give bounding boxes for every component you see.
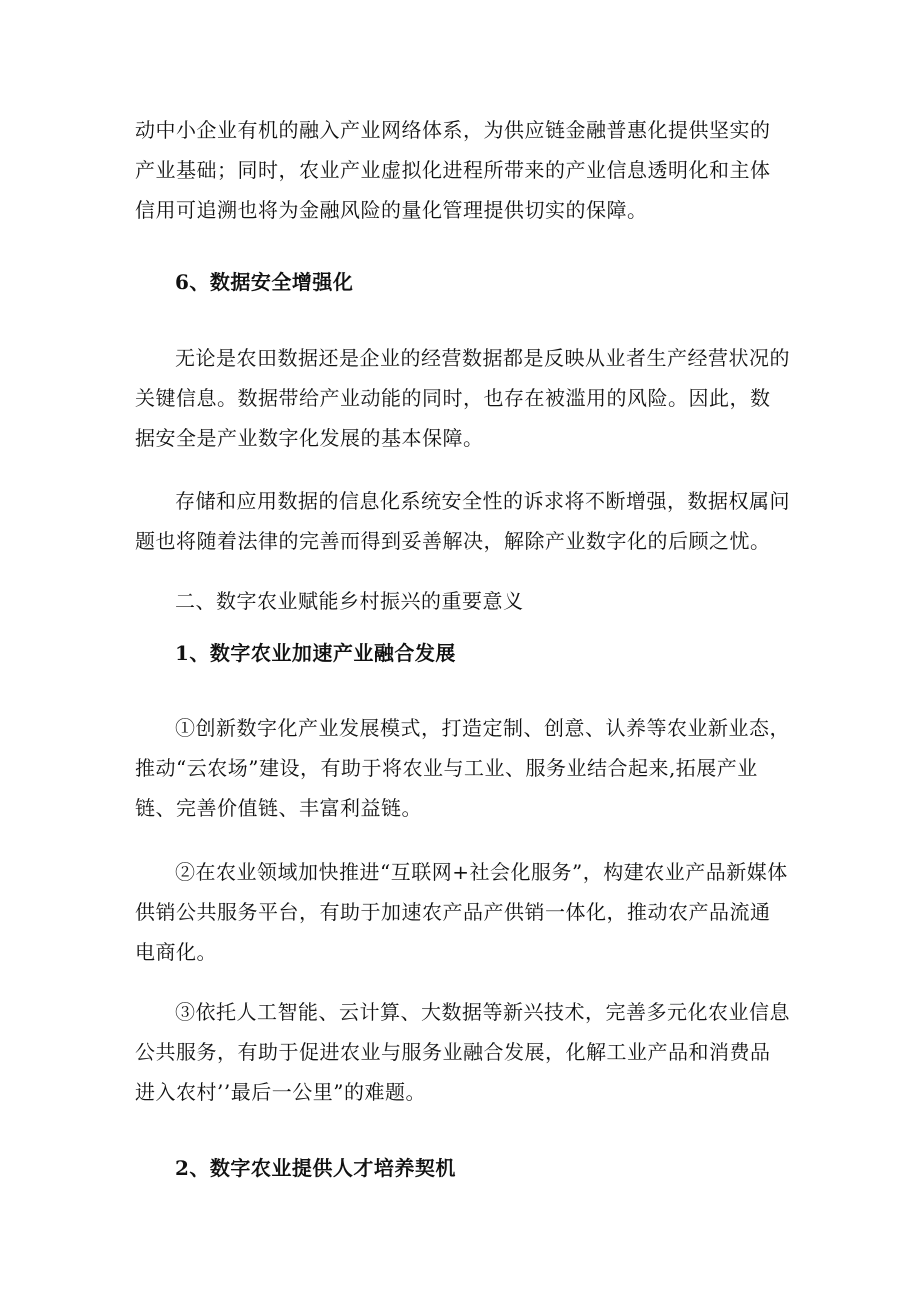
paragraph-internet-services: ②在农业领域加快推进“互联网+社会化服务”，构建农业产品新媒体供销公共服务平台，有助于加速农产品产供销一体化，推动农产品流通电商化。 xyxy=(135,860,788,964)
paragraph-supply-chain-finance: 动中小企业有机的融入产业网络体系，为供应链金融普惠化提供坚实的产业基础；同时，农业产业虚拟化进程所带来的产业信息透明化和主体信用可追溯也将为金融风险的量化管理提供切实的保障。 xyxy=(135,118,771,222)
paragraph-digital-model: ①创新数字化产业发展模式，打造定制、创意、认养等农业新业态，推动“云农场”建设，有助于将农业与工业、服务业结合起来,拓展产业链、完善价值链、丰富利益链。 xyxy=(135,716,790,820)
heading-industry-integration: 1、数字农业加速产业融合发展 xyxy=(175,641,456,665)
section-heading-rural-revitalization: 二、数字农业赋能乡村振兴的重要意义 xyxy=(175,589,524,613)
paragraph-data-storage-security: 存储和应用数据的信息化系统安全性的诉求将不断增强，数据权属问题也将随着法律的完善而得到妥善解决，解除产业数字化的后顾之忧。 xyxy=(135,489,790,553)
paragraph-data-risk: 无论是农田数据还是企业的经营数据都是反映从业者生产经营状况的关键信息。数据带给产业动能的同时，也存在被滥用的风险。因此，数据安全是产业数字化发展的基本保障。 xyxy=(135,346,790,450)
paragraph-ai-services: ③依托人工智能、云计算、大数据等新兴技术，完善多元化农业信息公共服务，有助于促进农业与服务业融合发展，化解工业产品和消费品进入农村’’最后一公里”的难题。 xyxy=(135,1000,790,1104)
heading-data-security: 6、数据安全增强化 xyxy=(175,270,354,294)
heading-talent-training: 2、数字农业提供人才培养契机 xyxy=(175,1156,456,1180)
